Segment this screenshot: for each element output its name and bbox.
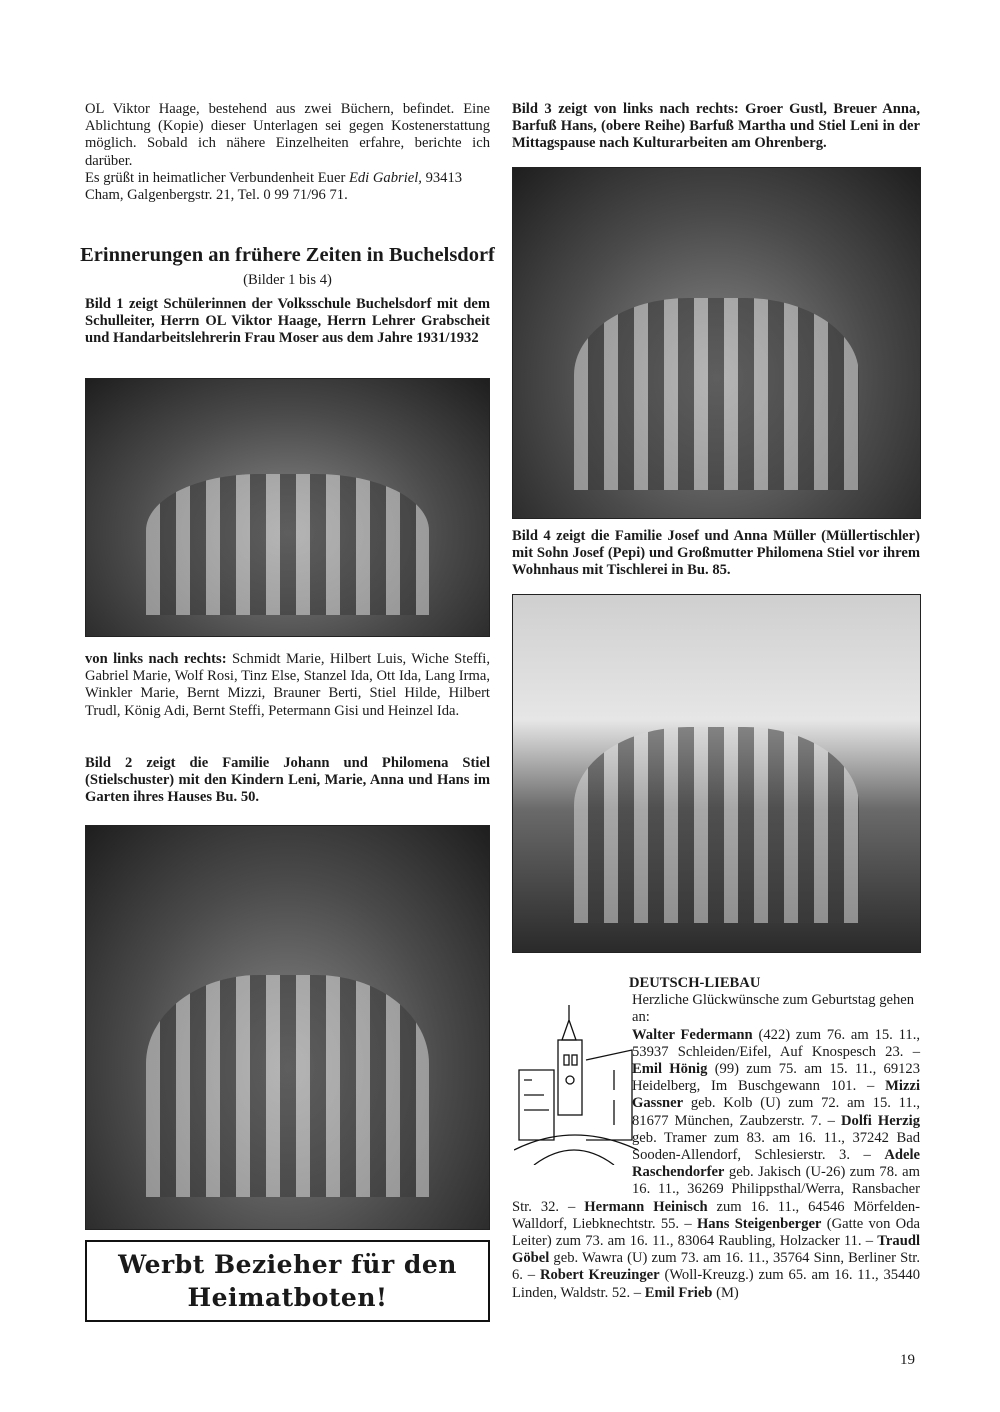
birthday-name: Mizzi Gassner	[632, 1078, 920, 1112]
birthday-details: zum 16. 11., 64546 Mörfelden-Walldorf, Liebknechtstr. 55. –	[512, 1198, 920, 1232]
birthday-details: geb. Wawra (U) zum 73. am 16. 11., 35764 Sinn, Berliner Str. 6. –	[512, 1250, 920, 1284]
birthday-name: Walter Federmann	[632, 1026, 753, 1043]
photo-figures	[146, 975, 428, 1197]
birthday-name: Traudl Göbel	[512, 1233, 920, 1267]
bild3-caption: Bild 3 zeigt von links nach rechts: Groer Gustl, Breuer Anna, Barfuß Hans, (obere Reihe) Barfuß Martha und Stiel Leni in der Mittagspause nach Kulturarbeiten am Ohrenberg.	[512, 101, 920, 152]
bild1-caption: Bild 1 zeigt Schülerinnen der Volksschule Buchelsdorf mit dem Schulleiter, Herrn OL Viktor Haage, Herrn Lehrer Grabscheit und Handarbeitslehrerin Frau Moser aus dem Jahre 1931/1932	[85, 296, 490, 347]
intro-text	[85, 101, 490, 204]
banner-line1: Werbt Bezieher für den	[118, 1250, 457, 1279]
page-number: 19	[900, 1352, 915, 1368]
bild2-caption: Bild 2 zeigt die Familie Johann und Philomena Stiel (Stielschuster) mit den Kindern Leni, Marie, Anna und Hans im Garten ihres Hauses Bu. 50.	[85, 755, 490, 806]
photo-figures	[574, 298, 859, 491]
birthday-details: (Woll-Kreuzg.) zum 65. am 16. 11., 35440 Linden, Waldstr. 52. –	[512, 1267, 920, 1301]
names-label: von links nach rechts:	[85, 651, 227, 667]
birthday-details: (M)	[712, 1284, 739, 1301]
birthday-details: geb. Kolb (U) zum 72. am 15. 11., 81677 München, Zaubzerstr. 7. –	[632, 1095, 920, 1129]
names-list	[85, 651, 490, 720]
photo-bild2-family-stiel	[85, 825, 490, 1230]
birthday-intro: Herzliche Glückwünsche zum Geburtstag gehen an:	[632, 992, 915, 1026]
sketch-spacer	[512, 992, 632, 1182]
author-name: Edi Gabriel,	[348, 169, 422, 186]
subscriber-banner	[85, 1240, 490, 1322]
banner-line2: Heimatboten!	[187, 1283, 388, 1312]
birthday-name: Adele Raschendorfer	[632, 1147, 920, 1181]
photo-bild1-school-class	[85, 378, 490, 637]
birthday-name: Hermann Heinisch	[584, 1198, 708, 1215]
section-heading: DEUTSCH-LIEBAU	[629, 975, 761, 991]
birthday-details: (Gatte von Oda Leiter) zum 73. am 16. 11., 83064 Raubling, Holzacker 11. –	[512, 1215, 920, 1250]
birthday-section	[512, 975, 920, 1302]
intro-paragraph: OL Viktor Haage, bestehend aus zwei Büchern, befindet. Eine Ablichtung (Kopie) dieser Unterlagen sei gegen Kostenerstattung möglich. Sobald ich nähere Einzelheiten erfahre, berichte ich darüber.	[85, 101, 490, 169]
photo-bild4-family-mueller	[512, 594, 921, 953]
birthday-name: Emil Frieb	[644, 1284, 713, 1301]
bild4-caption: Bild 4 zeigt die Familie Josef und Anna Müller (Müllertischler) mit Sohn Josef (Pepi) und Großmutter Philomena Stiel vor ihrem Wohnhaus mit Tischlerei in Bu. 85.	[512, 528, 920, 579]
greeting-prefix: Es grüßt in heimatlicher Verbundenheit Euer	[85, 169, 349, 186]
names-text: Schmidt Marie, Hilbert Luis, Wiche Steffi, Gabriel Marie, Wolf Rosi, Tinz Else, Stanzel Ida, Ott Ida, Lang Irma, Winkler Marie, Bernt Mizzi, Brauner Berti, Stiel Hilde, Hilbert Trudl, König Adi, Bernt Steffi, Petermann Gisi und Heinzel Ida.	[85, 651, 490, 719]
author-address: 93413 Cham, Galgenbergstr. 21, Tel. 0 99 71/96 71.	[85, 169, 463, 204]
birthday-details: (422) zum 76. am 15. 11., 53937 Schleiden/Eifel, Auf Knospesch 23. –	[632, 1026, 920, 1060]
birthday-name: Emil Hönig	[632, 1061, 708, 1078]
photo-figures	[574, 727, 859, 923]
birthday-name: Hans Steigenberger	[696, 1215, 822, 1232]
birthday-details: (99) zum 75. am 15. 11., 69123 Heidelberg, Im Buschgewann 101. –	[632, 1061, 921, 1095]
birthday-details: geb. Jakisch (U-26) zum 78. am 16. 11., 36269 Philippsthal/Werra, Ransbacher Str. 32. –	[512, 1164, 920, 1215]
article-title: Erinnerungen an frühere Zeiten in Buchelsdorf	[80, 244, 495, 266]
photo-bild3-lunch-break	[512, 167, 921, 519]
article-subtitle: (Bilder 1 bis 4)	[243, 272, 332, 288]
photo-figures	[146, 474, 428, 615]
greeting	[85, 170, 490, 204]
birthday-details: geb. Tramer zum 83. am 16. 11., 37242 Bad Sooden-Allendorf, Schlesierstr. 3. –	[632, 1129, 920, 1164]
birthday-name: Dolfi Herzig	[841, 1112, 920, 1129]
birthday-name: Robert Kreuzinger	[539, 1267, 660, 1284]
